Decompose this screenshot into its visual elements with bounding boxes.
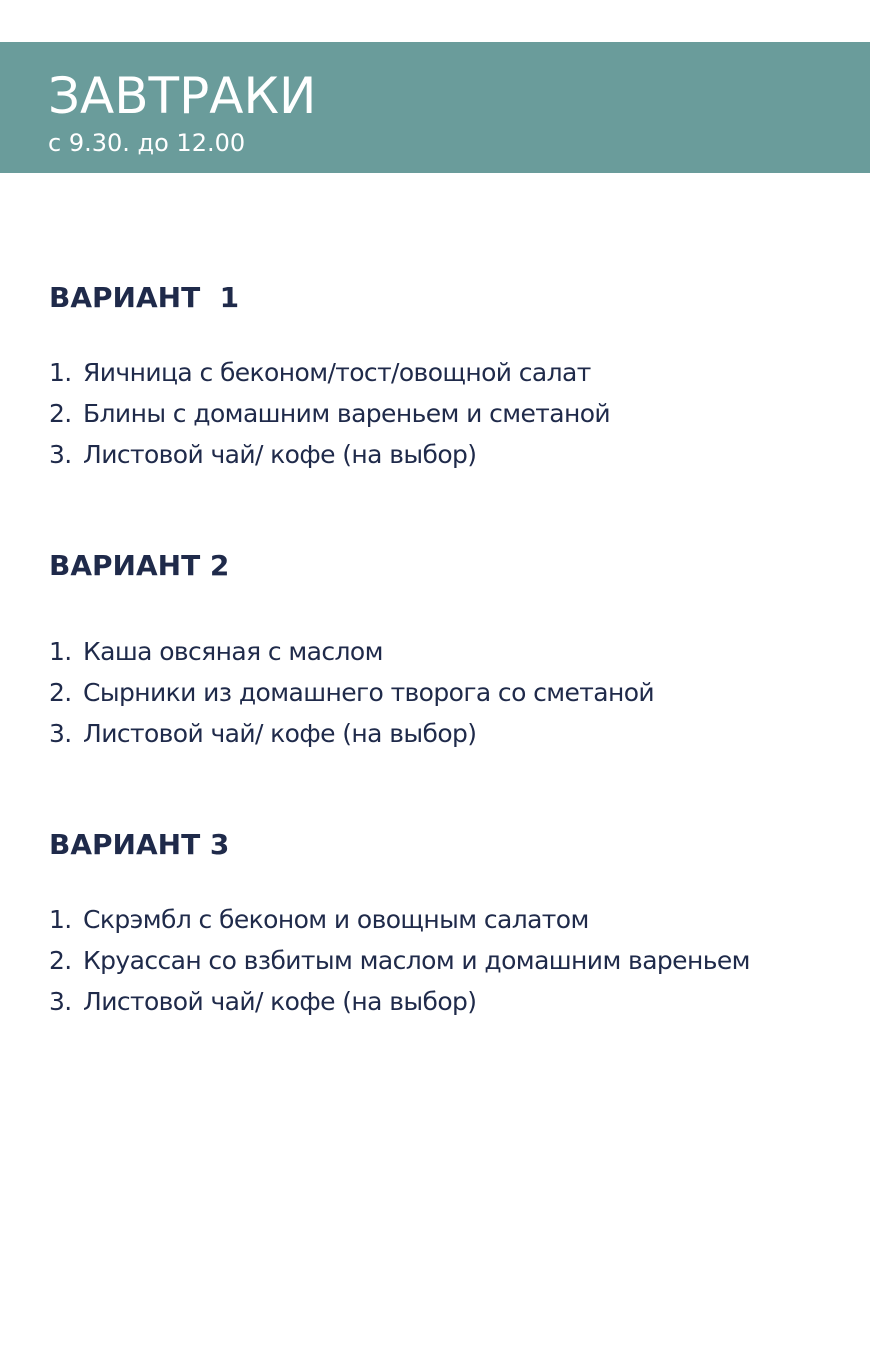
- item-number: 3.: [49, 719, 72, 748]
- option-3-heading: ВАРИАНТ 3: [49, 828, 230, 861]
- item-number: 3.: [49, 987, 72, 1016]
- option-3-item-1: [49, 904, 589, 936]
- option-2-heading: ВАРИАНТ 2: [49, 549, 230, 582]
- page-title: ЗАВТРАКИ: [48, 67, 317, 125]
- option-1-item-3: [49, 439, 476, 471]
- option-2-item-1: [49, 636, 383, 668]
- item-number: 2.: [49, 678, 72, 707]
- item-number: 1.: [49, 905, 72, 934]
- item-text: Листовой чай/ кофе (на выбор): [83, 987, 477, 1016]
- item-number: 1.: [49, 358, 72, 387]
- option-2-item-2: [49, 677, 654, 709]
- item-text: Листовой чай/ кофе (на выбор): [83, 719, 477, 748]
- item-text: Сырники из домашнего творога со сметаной: [83, 678, 655, 707]
- item-text: Скрэмбл с беконом и овощным салатом: [83, 905, 589, 934]
- option-1-heading: ВАРИАНТ 1: [49, 281, 240, 314]
- item-text: Листовой чай/ кофе (на выбор): [83, 440, 477, 469]
- item-text: Каша овсяная с маслом: [83, 637, 383, 666]
- item-text: Блины с домашним вареньем и сметаной: [83, 399, 611, 428]
- serving-hours: с 9.30. до 12.00: [48, 129, 246, 157]
- option-2-item-3: [49, 718, 476, 750]
- item-number: 2.: [49, 946, 72, 975]
- item-text: Круассан со взбитым маслом и домашним вареньем: [83, 946, 750, 975]
- option-1-item-2: [49, 398, 610, 430]
- option-3-item-3: [49, 986, 476, 1018]
- item-number: 1.: [49, 637, 72, 666]
- option-1-item-1: [49, 357, 591, 389]
- item-text: Яичница с беконом/тост/овощной салат: [83, 358, 591, 387]
- item-number: 3.: [49, 440, 72, 469]
- option-3-item-2: [49, 945, 750, 977]
- item-number: 2.: [49, 399, 72, 428]
